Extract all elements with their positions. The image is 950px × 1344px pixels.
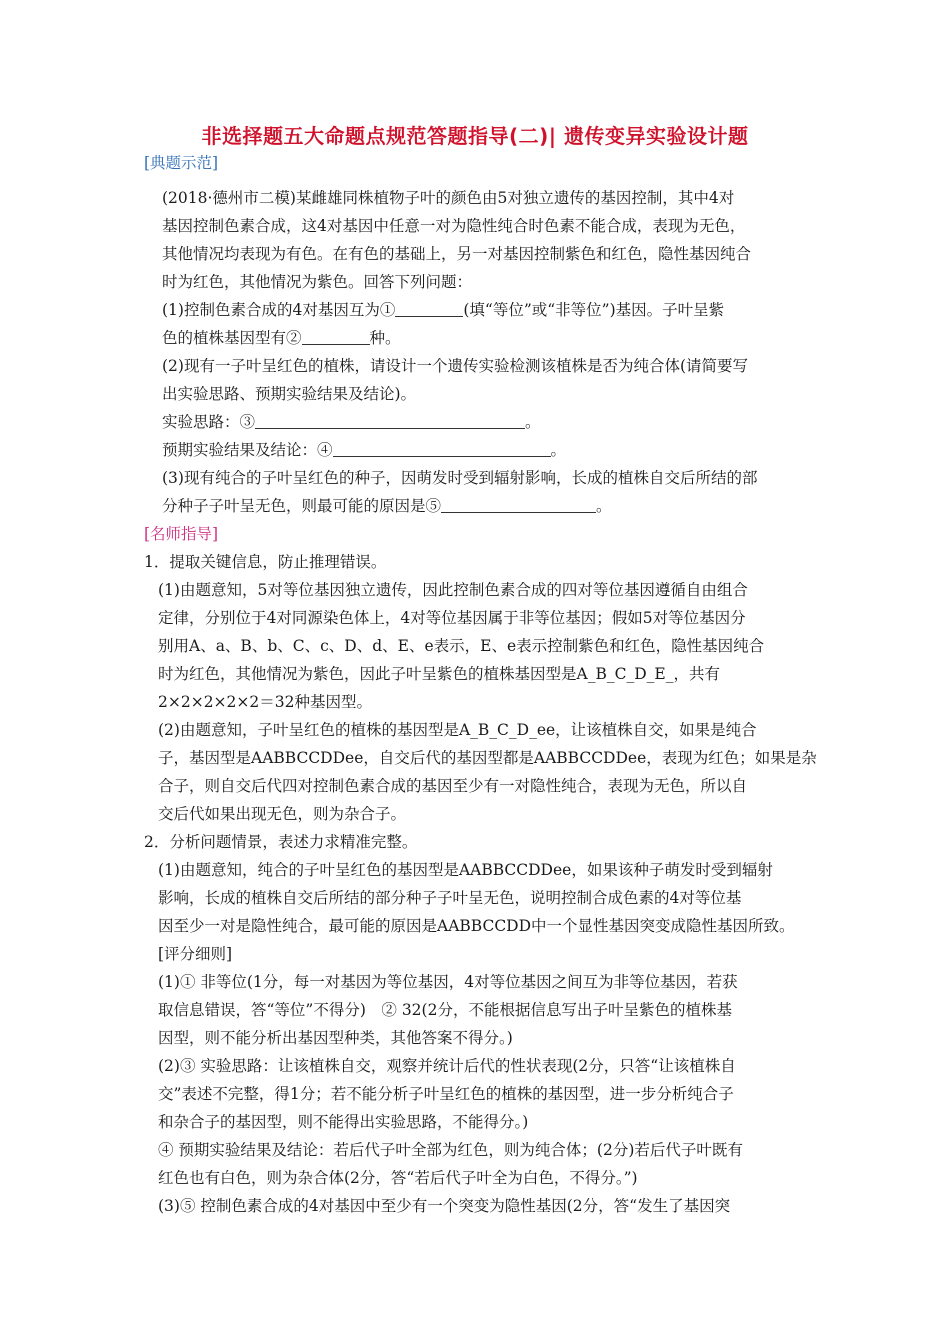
guide-line: 交后代如果出现无色，则为杂合子。	[158, 805, 407, 823]
question-1-text: 种。	[369, 329, 401, 347]
answer-blank-2[interactable]	[302, 328, 370, 345]
answer-marker-4: ④	[317, 441, 333, 459]
experiment-idea-label: 实验思路：	[162, 413, 240, 431]
guide-line: 因至少一对是隐性纯合，最可能的原因是AABBCCDD中一个显性基因突变成隐性基因所致。	[158, 917, 795, 935]
guide-line: (1)由题意知，5对等位基因独立遗传，因此控制色素合成的四对等位基因遵循自由组合	[158, 581, 748, 599]
question-3-text: 分种子子叶呈无色，则最可能的原因是	[162, 497, 426, 515]
question-text-line: 时为红色，其他情况为紫色。回答下列问题：	[162, 273, 473, 291]
question-1-text: (1)控制色素合成的4对基因互为	[162, 301, 380, 319]
answer-blank-3[interactable]	[255, 412, 525, 429]
section-tag-guidance: [名师指导]	[144, 525, 219, 543]
period: 。	[525, 413, 541, 431]
answer-marker-3: ③	[239, 413, 256, 431]
period: 。	[596, 497, 612, 515]
guide-line: 1．提取关键信息，防止推理错误。	[144, 553, 387, 571]
question-text-line: 基因控制色素合成，这4对基因中任意一对为隐性纯合时色素不能合成，表现为无色，	[162, 217, 746, 235]
answer-blank-5[interactable]	[441, 496, 596, 513]
guide-line: 和杂合子的基因型，则不能得出实验思路，不能得分。)	[158, 1113, 529, 1131]
question-1-text: (填“等位”或“非等位”)基因。子叶呈紫	[463, 301, 725, 319]
guide-line: (1)① 非等位(1分，每一对基因为等位基因，4对等位基因之间互为非等位基因，若获	[158, 973, 738, 991]
guide-line: 红色也有白色，则为杂合体(2分，答“若后代子叶全为白色，不得分。”)	[158, 1169, 638, 1187]
guide-line: (2)③ 实验思路：让该植株自交，观察并统计后代的性状表现(2分，只答“让该植株自	[158, 1057, 736, 1075]
guide-line: 时为红色，其他情况为紫色，因此子叶呈紫色的植株基因型是A_B_C_D_E_，共有	[158, 665, 720, 683]
guide-line: 影响，长成的植株自交后所结的部分种子子叶呈无色，说明控制合成色素的4对等位基	[158, 889, 742, 907]
question-3-line-2	[162, 496, 612, 516]
answer-marker-5: ⑤	[425, 497, 442, 515]
guide-line: 子，基因型是AABBCCDDee，自交后代的基因型都是AABBCCDDee，表现为红色；如果是杂	[158, 749, 817, 767]
question-2-line: 出实验思路、预期实验结果及结论)。	[162, 385, 417, 403]
question-2-result-line	[162, 440, 566, 460]
guide-line: 交”表述不完整，得1分；若不能分析子叶呈红色的植株的基因型，进一步分析纯合子	[158, 1085, 734, 1103]
guide-line: 2×2×2×2×2＝32种基因型。	[158, 693, 372, 711]
guide-line: 因型，则不能分析出基因型种类，其他答案不得分。)	[158, 1029, 513, 1047]
question-1-line-2	[162, 328, 401, 348]
question-2-line: (2)现有一子叶呈红色的植株，请设计一个遗传实验检测该植株是否为纯合体(请简要写	[162, 357, 749, 375]
answer-blank-4[interactable]	[333, 440, 551, 457]
scoring-rules-tag: [评分细则]	[158, 945, 233, 963]
question-text-line: 其他情况均表现为有色。在有色的基础上，另一对基因控制紫色和红色，隐性基因纯合	[162, 245, 752, 263]
period: 。	[550, 441, 567, 459]
question-1-text: 色的植株基因型有	[162, 329, 287, 347]
guide-line: (3)⑤ 控制色素合成的4对基因中至少有一个突变为隐性基因(2分，答“发生了基因突	[158, 1197, 731, 1215]
guide-line: ④ 预期实验结果及结论：若后代子叶全部为红色，则为纯合体；(2分)若后代子叶既有	[158, 1141, 743, 1159]
section-tag-example: [典题示范]	[144, 154, 219, 172]
answer-marker-1: ①	[379, 301, 396, 319]
guide-line: 别用A、a、B、b、C、c、D、d、E、e表示，E、e表示控制紫色和红色，隐性基因纯合	[158, 637, 765, 655]
answer-blank-1[interactable]	[395, 300, 463, 317]
question-1-line-1	[162, 300, 724, 320]
question-3-line-1: (3)现有纯合的子叶呈红色的种子，因萌发时受到辐射影响，长成的植株自交后所结的部	[162, 469, 758, 487]
page-title: 非选择题五大命题点规范答题指导(二)| 遗传变异实验设计题	[201, 124, 749, 148]
guide-line: (2)由题意知，子叶呈红色的植株的基因型是A_B_C_D_ee，让该植株自交，如果是纯合	[158, 721, 757, 739]
question-2-think-line	[162, 412, 541, 432]
guide-line: 合子，则自交后代四对控制色素合成的基因至少有一对隐性纯合，表现为无色，所以自	[158, 777, 748, 795]
guide-line: 2．分析问题情景，表述力求精准完整。	[144, 833, 418, 851]
guide-line: 定律，分别位于4对同源染色体上，4对等位基因属于非等位基因；假如5对等位基因分	[158, 609, 746, 627]
question-text-line: (2018·德州市二模)某雌雄同株植物子叶的颜色由5对独立遗传的基因控制，其中4对	[162, 189, 735, 207]
answer-marker-2: ②	[286, 329, 302, 347]
guide-line: 取信息错误，答“等位”不得分) ② 32(2分，不能根据信息写出子叶呈紫色的植株基	[158, 1001, 732, 1019]
expected-result-label: 预期实验结果及结论：	[162, 441, 318, 459]
guide-line: (1)由题意知，纯合的子叶呈红色的基因型是AABBCCDDee，如果该种子萌发时受到辐射	[158, 861, 773, 879]
